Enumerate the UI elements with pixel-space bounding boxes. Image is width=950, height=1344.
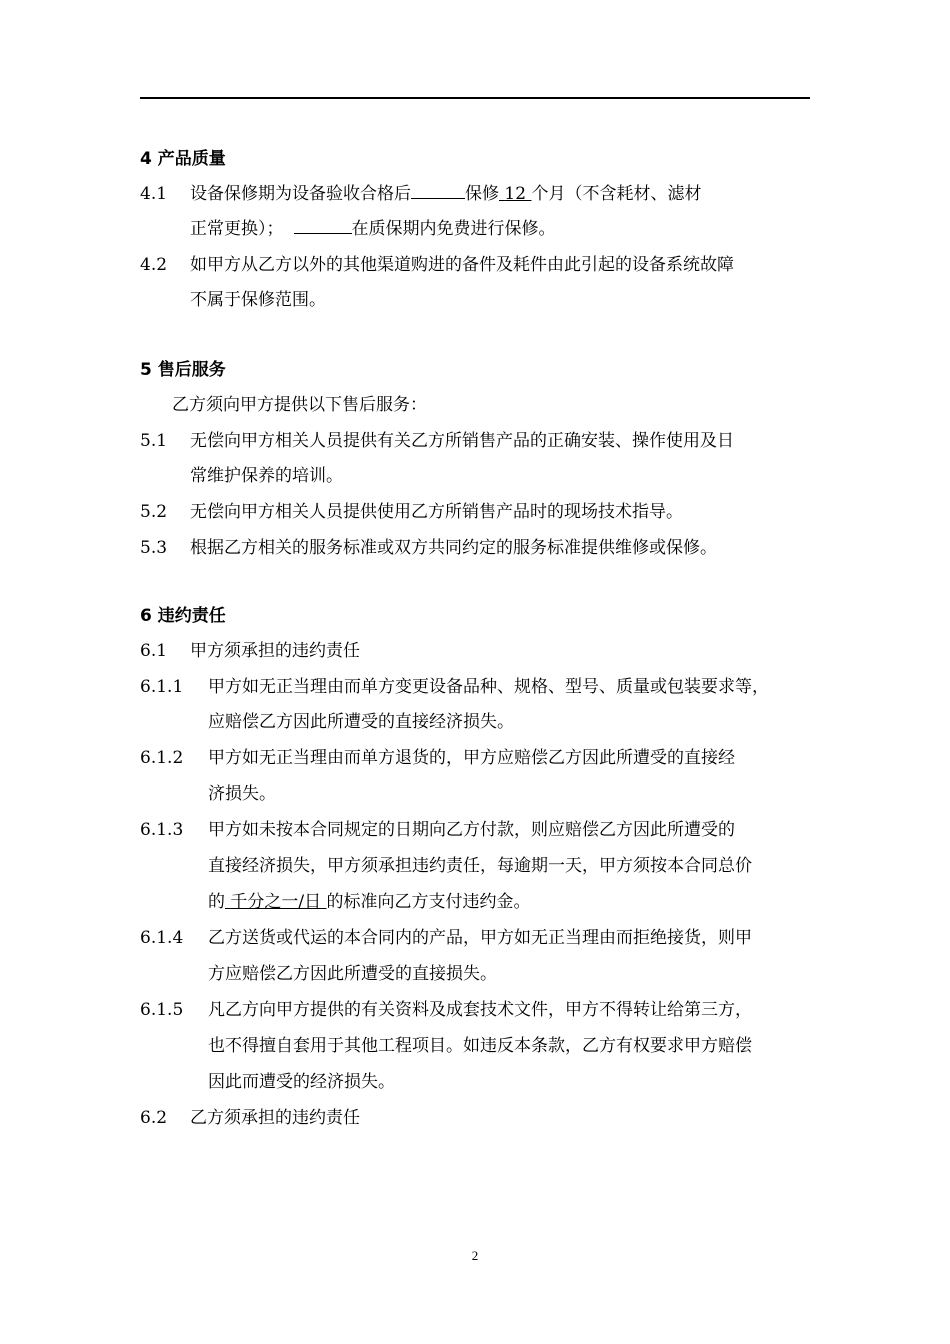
- clause-6-1-3-cont2: [208, 891, 531, 913]
- clause-4-2-cont: 不属于保修范围。: [190, 290, 326, 310]
- clause-text: 乙方送货或代运的本合同内的产品，甲方如无正当理由而拒绝接货，则甲: [208, 928, 752, 948]
- clause-6-2: [140, 1107, 360, 1129]
- clause-number: 5.1: [140, 431, 168, 451]
- clause-number: 6.1.2: [140, 748, 184, 768]
- section-6-heading: 6 违约责任: [140, 606, 226, 626]
- clause-number: 5.2: [140, 502, 168, 522]
- header-rule: [140, 97, 810, 99]
- warranty-months: 12: [504, 184, 527, 204]
- section-5-heading: 5 售后服务: [140, 360, 226, 380]
- clause-text: 甲方如无正当理由而单方退货的，甲方应赔偿乙方因此所遭受的直接经: [208, 748, 735, 768]
- clause-text: 甲方如无正当理由而单方变更设备品种、规格、型号、质量或包装要求等，: [208, 677, 769, 697]
- clause-number: 6.1.1: [140, 677, 184, 697]
- clause-text: 保修: [465, 184, 499, 204]
- clause-5-1: [140, 430, 734, 452]
- clause-6-1-3-cont: 直接经济损失，甲方须承担违约责任，每逾期一天，甲方须按本合同总价: [208, 856, 752, 876]
- page-number: 2: [471, 1248, 479, 1263]
- clause-text: 凡乙方向甲方提供的有关资料及成套技术文件，甲方不得转让给第三方，: [208, 1000, 752, 1020]
- clause-5-2: [140, 501, 683, 523]
- clause-number: 6.1.5: [140, 1000, 184, 1020]
- section-4-heading: 4 产品质量: [140, 149, 226, 169]
- clause-6-1-5-cont2: 因此而遭受的经济损失。: [208, 1072, 395, 1092]
- clause-text: 设备保修期为设备验收合格后: [190, 184, 411, 204]
- clause-6-1-1-cont: 应赔偿乙方因此所遭受的直接经济损失。: [208, 712, 514, 732]
- clause-6-1-5: [140, 999, 752, 1021]
- clause-number: 4.2: [140, 255, 168, 275]
- penalty-rate: 千分之一/日: [230, 892, 322, 912]
- clause-text: 正常更换）；: [190, 219, 284, 239]
- clause-number: 6.1.3: [140, 820, 184, 840]
- blank-field: [294, 218, 352, 234]
- clause-6-1: [140, 640, 360, 662]
- clause-text: 甲方须承担的违约责任: [190, 641, 360, 661]
- clause-text: 如甲方从乙方以外的其他渠道购进的备件及耗件由此引起的设备系统故障: [190, 255, 734, 275]
- clause-4-1: [140, 183, 701, 205]
- clause-number: 6.1: [140, 641, 168, 661]
- clause-6-1-5-cont: 也不得擅自套用于其他工程项目。如违反本条款，乙方有权要求甲方赔偿: [208, 1036, 752, 1056]
- clause-text: 在质保期内免费进行保修。: [351, 219, 556, 239]
- clause-number: 6.2: [140, 1108, 168, 1128]
- clause-6-1-2-cont: 济损失。: [208, 784, 276, 804]
- clause-text: 个月（不含耗材、滤材: [531, 184, 702, 204]
- clause-number: 5.3: [140, 538, 168, 558]
- clause-6-1-4: [140, 927, 752, 949]
- clause-number: 4.1: [140, 184, 168, 204]
- clause-5-3: [140, 537, 717, 559]
- clause-text: 根据乙方相关的服务标准或双方共同约定的服务标准提供维修或保修。: [190, 538, 717, 558]
- clause-6-1-1: [140, 676, 769, 698]
- section-5-intro: 乙方须向甲方提供以下售后服务：: [172, 395, 427, 415]
- clause-6-1-2: [140, 747, 735, 769]
- clause-number: 6.1.4: [140, 928, 184, 948]
- clause-text: 无偿向甲方相关人员提供使用乙方所销售产品时的现场技术指导。: [190, 502, 683, 522]
- blank-field: [411, 183, 465, 199]
- clause-text: 的标准向乙方支付违约金。: [326, 892, 531, 912]
- clause-text: 乙方须承担的违约责任: [190, 1108, 360, 1128]
- clause-5-1-cont: 常维护保养的培训。: [190, 466, 343, 486]
- clause-6-1-3: [140, 819, 735, 841]
- clause-text: 甲方如未按本合同规定的日期向乙方付款，则应赔偿乙方因此所遭受的: [208, 820, 735, 840]
- clause-text: 无偿向甲方相关人员提供有关乙方所销售产品的正确安装、操作使用及日: [190, 431, 734, 451]
- clause-6-1-4-cont: 方应赔偿乙方因此所遭受的直接损失。: [208, 964, 497, 984]
- clause-text: 的: [208, 892, 225, 912]
- clause-4-1-cont: [190, 218, 556, 240]
- clause-4-2: [140, 254, 734, 276]
